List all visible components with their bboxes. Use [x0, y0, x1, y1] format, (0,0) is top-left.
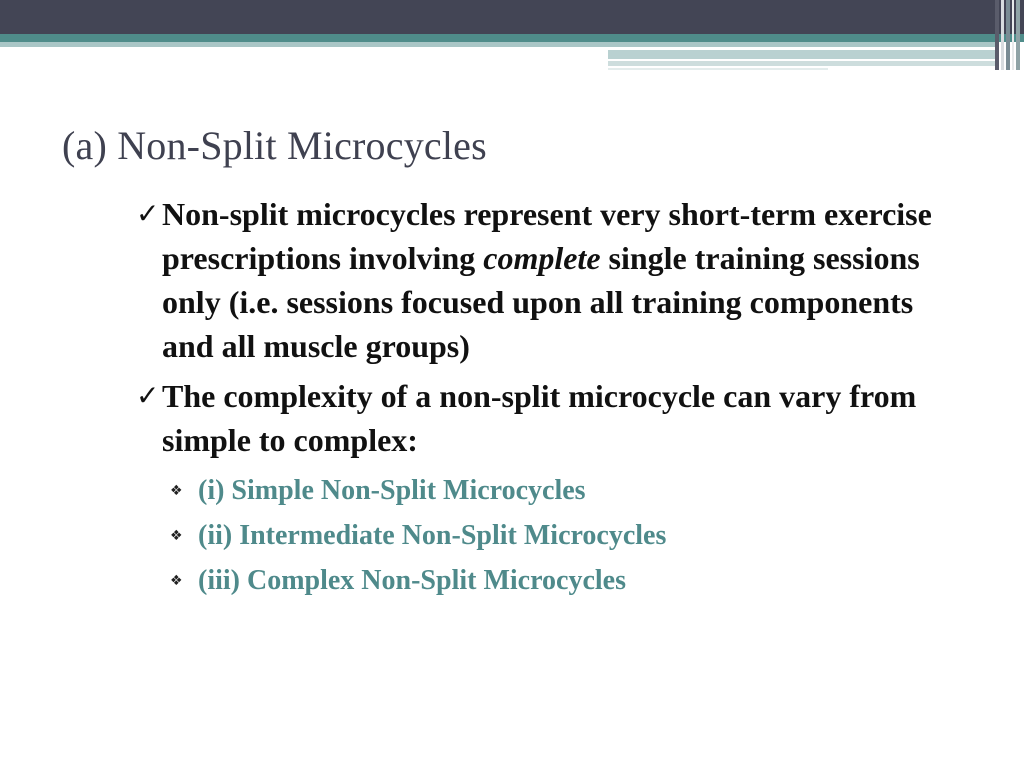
- bullet-emphasis: complete: [483, 240, 601, 276]
- diamond-bullet-icon: ❖: [170, 483, 183, 499]
- header-dark-band: [0, 0, 1024, 34]
- header-accent-line-lower: [608, 68, 828, 70]
- bullet-point: [136, 374, 966, 462]
- header-teal-band: [0, 34, 1024, 42]
- header-edge-stripes: [995, 0, 1024, 70]
- sub-bullet: [136, 558, 966, 603]
- sub-bullet-text: (i) Simple Non-Split Microcycles: [198, 475, 586, 506]
- sub-bullet-list: [136, 468, 966, 603]
- bullet-text: The complexity of a non-split microcycle can vary from simple to complex:: [162, 378, 917, 458]
- sub-bullet: [136, 468, 966, 513]
- slide-title: (a) Non-Split Microcycles: [62, 123, 487, 168]
- checkmark-icon: ✓: [136, 197, 160, 230]
- header-accent-band-lower: [608, 61, 995, 66]
- bullet-text: Non-split microcycles represent very short-term exercise prescriptions involving: [162, 196, 932, 276]
- sub-bullet-text: (ii) Intermediate Non-Split Microcycles: [198, 520, 667, 551]
- diamond-bullet-icon: ❖: [170, 528, 183, 544]
- bullet-point: [136, 192, 966, 368]
- slide-body: [136, 192, 966, 603]
- sub-bullet: [136, 513, 966, 558]
- bullet-text-continued: single training sessions only (i.e. sessions focused upon all training components and all muscle groups): [162, 240, 920, 364]
- sub-bullet-text: (iii) Complex Non-Split Microcycles: [198, 565, 626, 596]
- checkmark-icon: ✓: [136, 379, 160, 412]
- diamond-bullet-icon: ❖: [170, 573, 183, 589]
- header-accent-band: [608, 50, 995, 59]
